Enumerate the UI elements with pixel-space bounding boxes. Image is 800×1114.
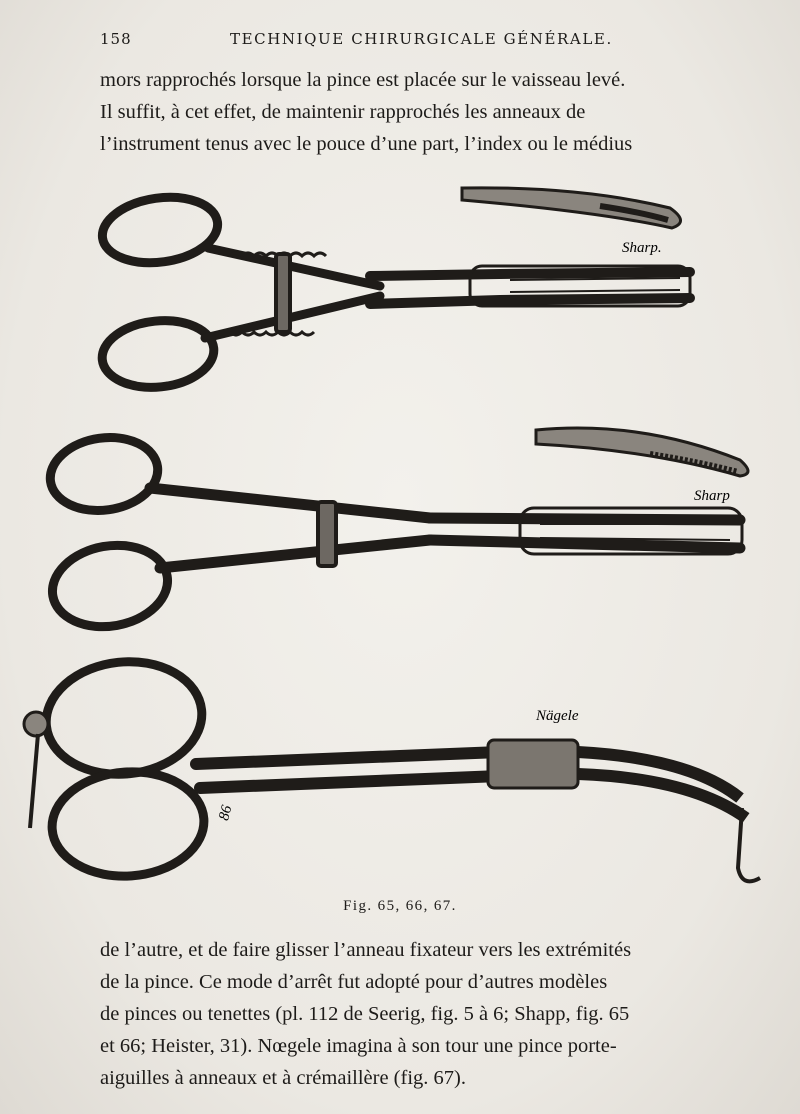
text-line: mors rapprochés lorsque la pince est placée sur le vaisseau levé.: [100, 69, 626, 91]
instrument-illustration: [0, 168, 800, 888]
text-line: Il suffit, à cet effet, de maintenir rapprochés les anneaux de: [100, 101, 586, 123]
instrument-figure: [0, 168, 800, 888]
finger-ring: [46, 431, 163, 517]
page-number: 158: [100, 30, 132, 48]
page-header: [100, 30, 720, 56]
finger-ring: [46, 537, 174, 636]
label-nagele: Nägele: [536, 708, 579, 724]
text-line: et 66; Heister, 31). Nœgele imagina à son tour une pince porte-: [100, 1035, 617, 1057]
text-line: aiguilles à anneaux et à crémaillère (fig. 67).: [100, 1067, 466, 1089]
finger-ring: [49, 767, 208, 881]
label-sharp-1: Sharp.: [622, 240, 662, 256]
text-line: de la pince. Ce mode d’arrêt fut adopté pour d’autres modèles: [100, 971, 608, 993]
running-head: TECHNIQUE CHIRURGICALE GÉNÉRALE.: [230, 30, 613, 48]
text-line: l’instrument tenus avec le pouce d’une part, l’index ou le médius: [100, 133, 633, 155]
figure-caption: Fig. 65, 66, 67.: [343, 898, 457, 914]
finger-ring: [98, 190, 222, 270]
body-text-bottom: [100, 934, 720, 1094]
finger-ring: [41, 654, 208, 782]
text-line: de pinces ou tenettes (pl. 112 de Seerig, fig. 5 à 6; Shapp, fig. 65: [100, 1003, 630, 1025]
finger-ring: [99, 315, 217, 392]
sharp-forceps-2: [46, 428, 748, 635]
figure-number-mark: 86: [216, 803, 236, 823]
text-line: de l’autre, et de faire glisser l’anneau fixateur vers les extrémités: [100, 939, 632, 961]
body-text-top: [100, 64, 720, 160]
sharp-forceps-1: [98, 188, 690, 393]
label-sharp-2: Sharp: [694, 488, 730, 504]
nagele-needle-holder: [24, 654, 760, 881]
